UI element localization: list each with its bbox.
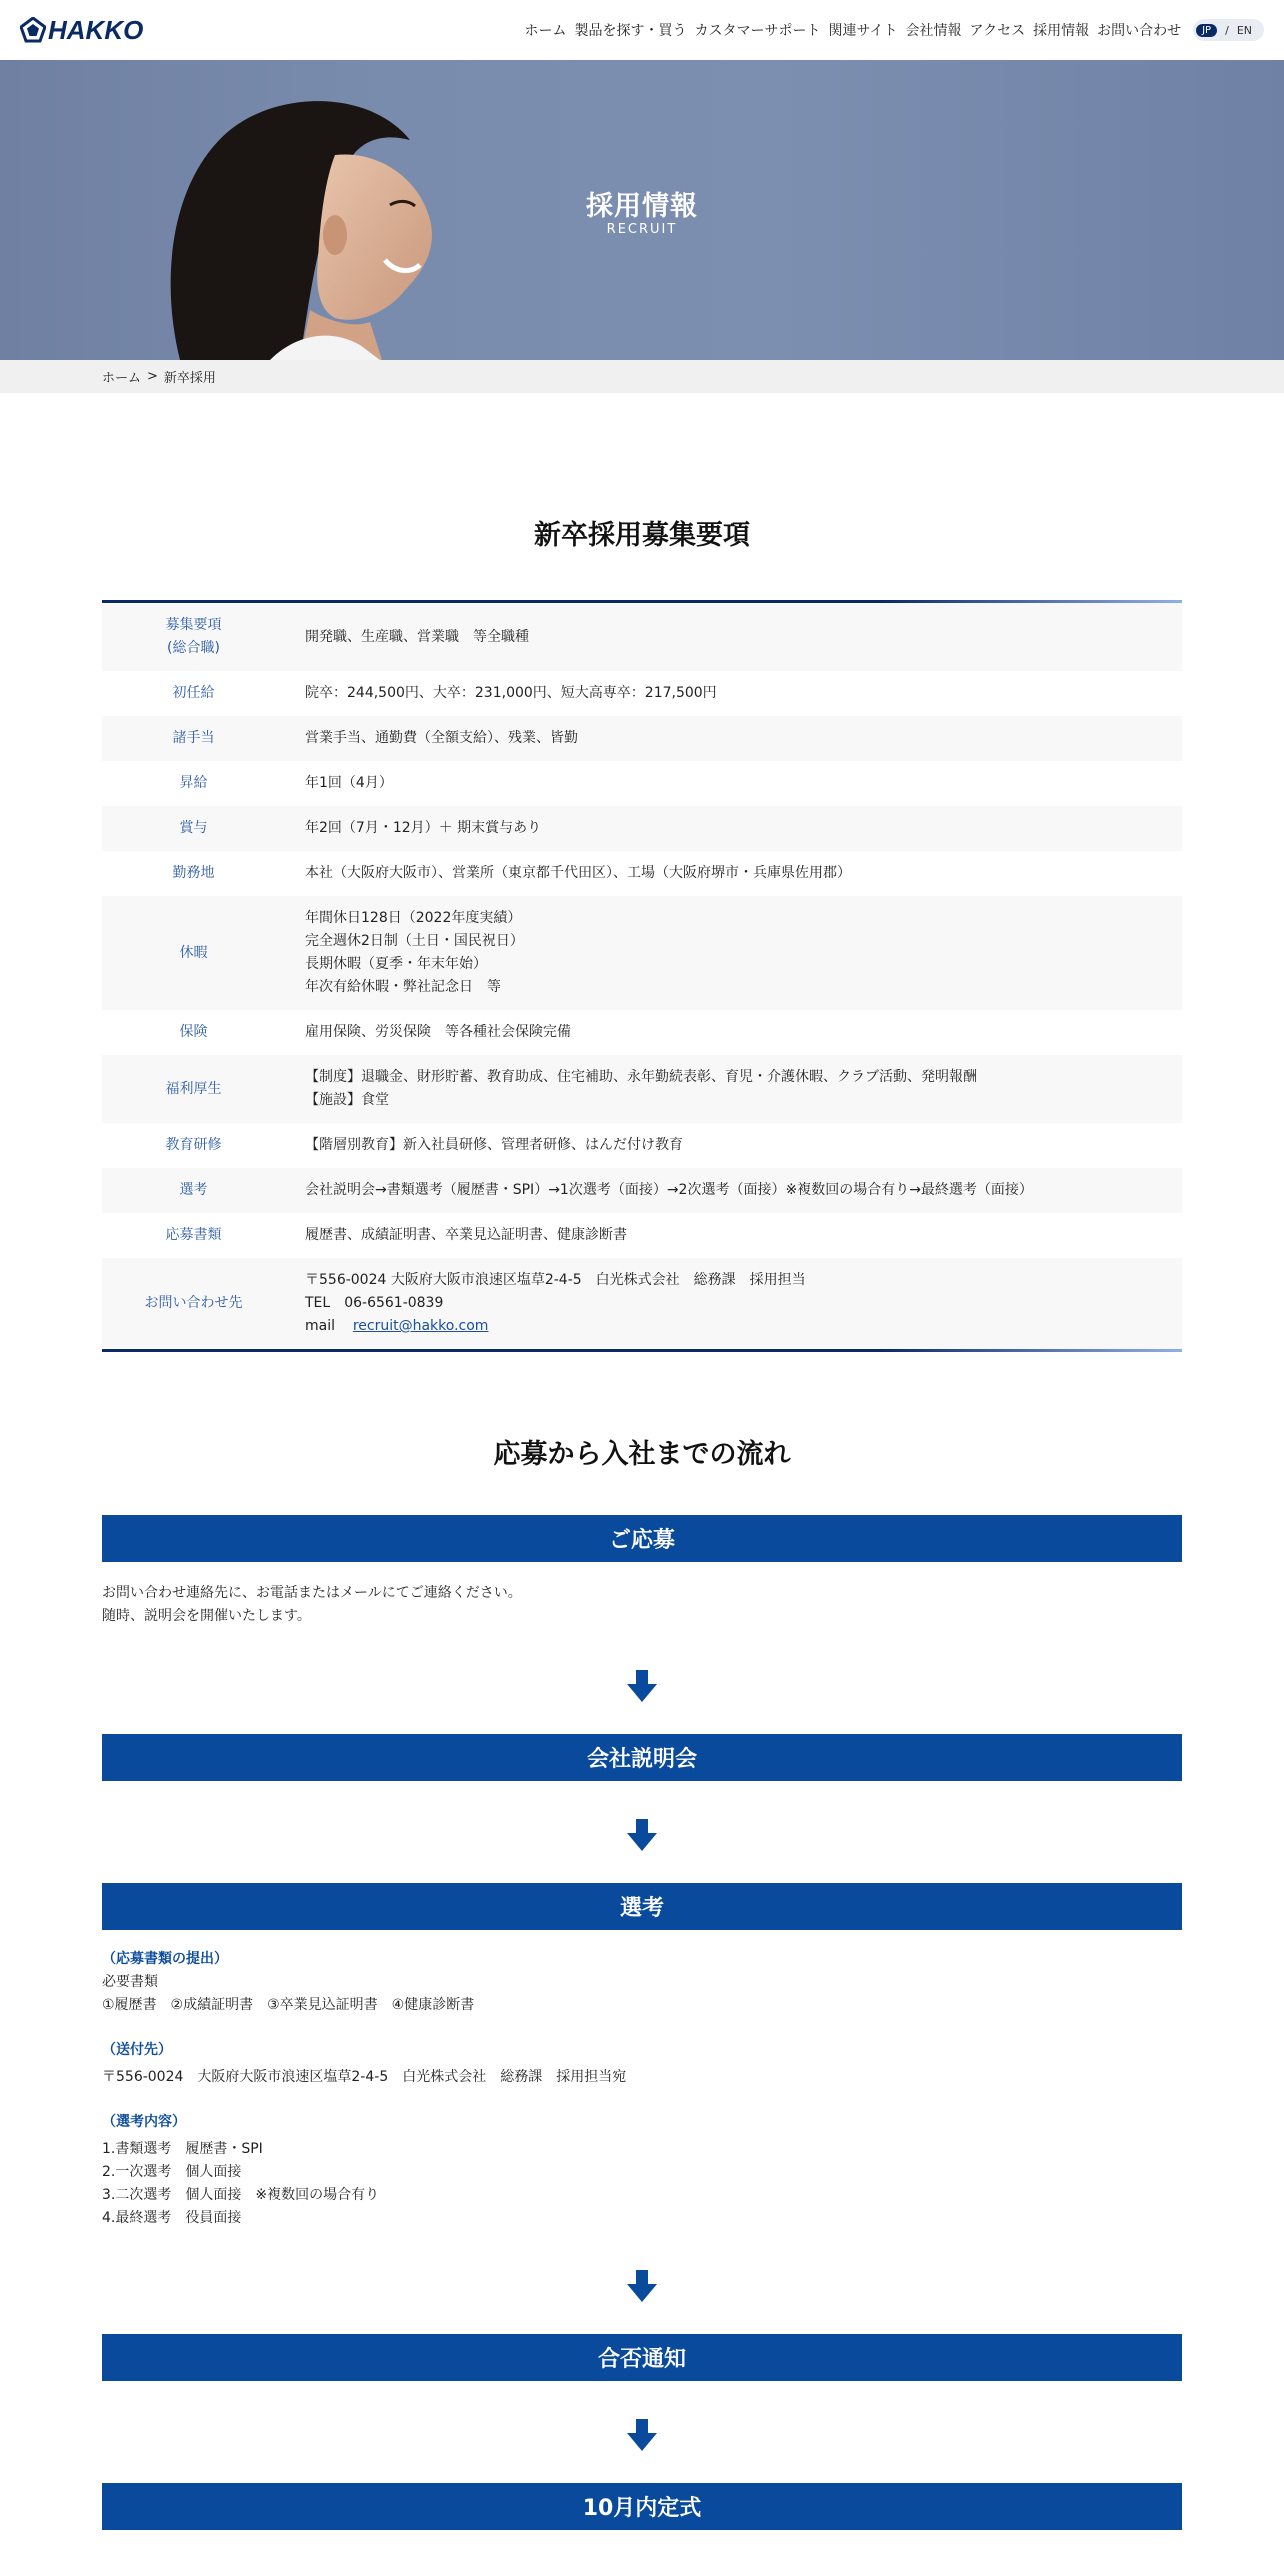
requirements-row-value <box>285 761 1182 806</box>
nav-products[interactable]: 製品を探す・買う <box>574 23 687 39</box>
recruit-email-link[interactable]: recruit@hakko.com <box>352 1318 489 1334</box>
selection-content-line: 3.二次選考 個人面接 ※複数回の場合有り <box>102 2187 380 2203</box>
requirements-row-label <box>102 1258 285 1351</box>
requirements-row <box>102 1258 1182 1351</box>
value-line: 年次有給休暇・弊社記念日 等 <box>305 979 501 995</box>
requirements-row <box>102 851 1182 896</box>
value-line: 年2回（7月・12月）＋ 期末賞与あり <box>305 820 542 836</box>
requirements-row-label <box>102 602 285 672</box>
label-line: 選考 <box>179 1182 208 1198</box>
down-arrow-icon <box>102 2270 1182 2302</box>
requirements-row <box>102 1123 1182 1168</box>
hero-title: 採用情報 <box>586 191 698 222</box>
value-line: 開発職、生産職、営業職 等全職種 <box>305 628 529 645</box>
nav-home[interactable]: ホーム <box>524 23 567 39</box>
label-line: 教育研修 <box>165 1137 222 1153</box>
label-line: 休暇 <box>179 944 208 961</box>
nav-contact[interactable]: お問い合わせ <box>1097 23 1182 39</box>
requirements-row-label <box>102 716 285 761</box>
value-line: 年間休日128日（2022年度実績） <box>305 910 522 926</box>
requirements-row-label <box>102 1123 285 1168</box>
label-line: 賞与 <box>179 820 208 836</box>
flow-step-selection: 選考 <box>102 1883 1182 1930</box>
flow-step-apply: ご応募 <box>102 1515 1182 1562</box>
requirements-row-value <box>285 896 1182 1010</box>
nav-support[interactable]: カスタマーサポート <box>694 23 821 39</box>
requirements-row <box>102 896 1182 1010</box>
selection-content-line: 1.書類選考 履歴書・SPI <box>102 2141 263 2157</box>
down-arrow-icon <box>102 1819 1182 1851</box>
mail-line <box>305 1315 1174 1338</box>
site-header <box>0 0 1284 60</box>
lang-jp[interactable]: JP <box>1196 24 1217 37</box>
flow-step-offer-ceremony: 10月内定式 <box>102 2483 1182 2530</box>
label-line: (総合職) <box>167 640 220 656</box>
logo-text: HAKKO <box>48 14 144 45</box>
nav-recruit[interactable]: 採用情報 <box>1033 23 1090 39</box>
flow-title: 応募から入社までの流れ <box>493 1439 791 1470</box>
selection-content-line: 2.一次選考 個人面接 <box>102 2164 242 2180</box>
selection-content-heading: （選考内容） <box>102 2114 186 2130</box>
value-line: 雇用保険、労災保険 等各種社会保険完備 <box>305 1024 571 1040</box>
requirements-row-label <box>102 851 285 896</box>
requirements-row-value <box>285 1213 1182 1258</box>
hero-banner <box>0 60 1284 360</box>
requirements-row <box>102 806 1182 851</box>
label-line: 福利厚生 <box>165 1080 222 1097</box>
requirements-table-wrap <box>102 600 1182 1352</box>
label-line: 保険 <box>179 1024 208 1040</box>
flow-apply-text-line: 随時、説明会を開催いたします。 <box>102 1608 311 1624</box>
breadcrumb-home[interactable]: ホーム <box>102 371 142 386</box>
requirements-row-value <box>285 1168 1182 1213</box>
requirements-row <box>102 716 1182 761</box>
value-line: 【施設】食堂 <box>305 1092 389 1108</box>
value-line: 営業手当、通勤費（全額支給）、残業、皆勤 <box>305 730 578 746</box>
label-line: 昇給 <box>179 775 208 791</box>
main-nav <box>516 19 1264 41</box>
table-accent-top <box>882 600 1182 603</box>
requirements-row-label <box>102 1055 285 1123</box>
lang-separator: / <box>1225 23 1229 37</box>
value-line: TEL 06-6561-0839 <box>305 1295 444 1311</box>
selection-content-line: 4.最終選考 役員面接 <box>102 2210 242 2226</box>
value-line: 本社（大阪府大阪市）、営業所（東京都千代田区）、工場（大阪府堺市・兵庫県佐用郡） <box>305 865 851 881</box>
requirements-row-label <box>102 1010 285 1055</box>
label-line: 勤務地 <box>172 865 215 881</box>
flow-apply-text-line: お問い合わせ連絡先に、お電話またはメールにてご連絡ください。 <box>102 1585 522 1601</box>
label-line: 応募書類 <box>165 1227 222 1243</box>
mail-label: mail <box>305 1318 335 1334</box>
requirements-row-label <box>102 761 285 806</box>
breadcrumb-current: 新卒採用 <box>163 371 216 386</box>
selection-docs-line: ①履歴書 ②成績証明書 ③卒業見込証明書 ④健康診断書 <box>102 1997 475 2013</box>
value-line: 長期休暇（夏季・年末年始） <box>305 956 487 972</box>
selection-docs-heading: （応募書類の提出） <box>102 1951 228 1967</box>
nav-access[interactable]: アクセス <box>969 23 1026 39</box>
requirements-row-value <box>285 1055 1182 1123</box>
requirements-table <box>102 600 1182 1352</box>
down-arrow-icon <box>102 2419 1182 2451</box>
requirements-row-value <box>285 602 1182 672</box>
value-line: 年1回（4月） <box>305 775 393 791</box>
down-arrow-icon <box>102 1670 1182 1702</box>
requirements-row-value <box>285 1258 1182 1351</box>
requirements-row <box>102 1055 1182 1123</box>
requirements-row-value <box>285 671 1182 716</box>
requirements-row-label <box>102 1168 285 1213</box>
value-line: 会社説明会→書類選考（履歴書・SPI）→1次選考（面接）→2次選考（面接）※複数回の場合有り→最終選考（面接） <box>305 1182 1033 1198</box>
requirements-row-label <box>102 1213 285 1258</box>
requirements-row-value <box>285 851 1182 896</box>
requirements-row <box>102 602 1182 672</box>
selection-destination-heading: （送付先） <box>102 2042 172 2058</box>
nav-related-sites[interactable]: 関連サイト <box>828 23 898 39</box>
requirements-row <box>102 1168 1182 1213</box>
requirements-row <box>102 1010 1182 1055</box>
label-line: お問い合わせ先 <box>144 1295 243 1311</box>
nav-company[interactable]: 会社情報 <box>905 23 962 39</box>
requirements-row-label <box>102 671 285 716</box>
requirements-row <box>102 761 1182 806</box>
selection-docs-line: 必要書類 <box>102 1974 158 1990</box>
requirements-row-value <box>285 1010 1182 1055</box>
lang-en[interactable]: EN <box>1236 23 1252 37</box>
flow-step-result: 合否通知 <box>102 2334 1182 2381</box>
breadcrumb <box>0 360 1284 393</box>
requirements-title: 新卒採用募集要項 <box>534 520 750 551</box>
flow-step-info-session: 会社説明会 <box>102 1734 1182 1781</box>
label-line: 募集要項 <box>165 617 222 633</box>
requirements-row-label <box>102 806 285 851</box>
table-accent-bottom <box>882 1349 1182 1352</box>
value-line: 【階層別教育】新入社員研修、管理者研修、はんだ付け教育 <box>305 1137 683 1153</box>
requirements-row <box>102 671 1182 716</box>
flow-step-apply-text <box>102 1582 1182 1628</box>
requirements-row <box>102 1213 1182 1258</box>
pentagon-logo-icon <box>20 17 46 43</box>
requirements-row-value <box>285 1123 1182 1168</box>
value-line: 完全週休2日制（土日・国民祝日） <box>305 933 524 949</box>
value-line: 履歴書、成績証明書、卒業見込証明書、健康診断書 <box>305 1227 627 1243</box>
hakko-logo[interactable] <box>20 15 143 46</box>
requirements-row-value <box>285 806 1182 851</box>
requirements-row-value <box>285 716 1182 761</box>
value-line: 【制度】退職金、財形貯蓄、教育助成、住宅補助、永年勤続表彰、育児・介護休暇、クラブ活動、発明報酬 <box>305 1069 977 1085</box>
value-line: 〒556-0024 大阪府大阪市浪速区塩草2-4-5 白光株式会社 総務課 採用担当 <box>305 1272 806 1288</box>
requirements-row-label <box>102 896 285 1010</box>
selection-destination: 〒556-0024 大阪府大阪市浪速区塩草2-4-5 白光株式会社 総務課 採用担当宛 <box>102 2069 627 2085</box>
hero-subtitle: RECRUIT <box>606 222 678 237</box>
value-line: 院卒：244,500円、大卒：231,000円、短大高専卒：217,500円 <box>305 685 717 701</box>
label-line: 初任給 <box>172 685 215 701</box>
label-line: 諸手当 <box>172 730 215 746</box>
breadcrumb-separator: > <box>147 369 158 384</box>
language-switch <box>1193 19 1264 41</box>
main-content <box>102 393 1182 2530</box>
